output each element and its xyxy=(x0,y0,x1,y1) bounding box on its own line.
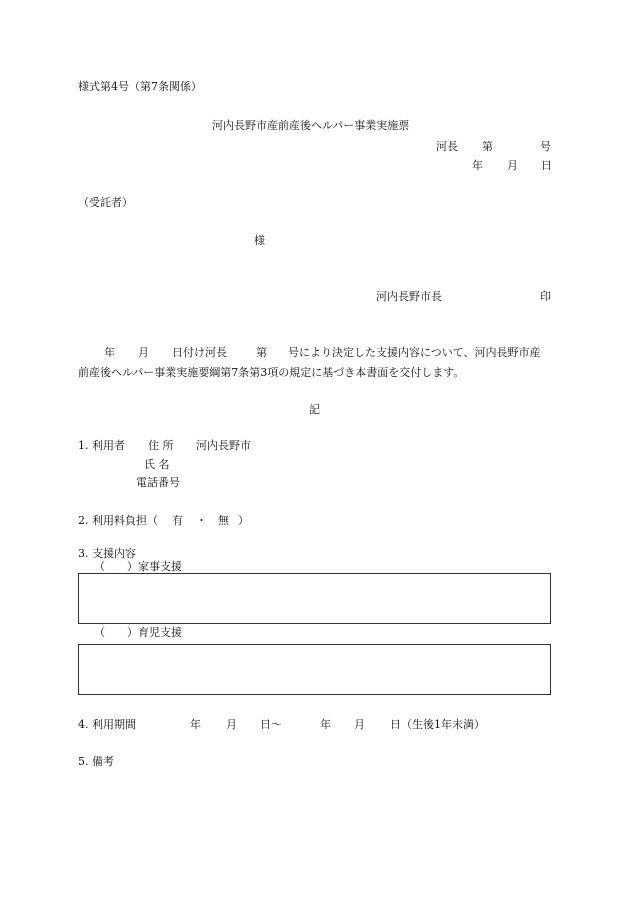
address-label: 住 所 xyxy=(148,439,174,452)
issue-date-month: 月 xyxy=(507,159,518,172)
housework-support-box[interactable] xyxy=(78,573,551,624)
seal-mark: 印 xyxy=(540,290,551,303)
recipient-label: （受託者） xyxy=(78,196,133,209)
form-number: 様式第4号（第7条関係） xyxy=(78,80,202,93)
name-label: 氏 名 xyxy=(144,458,170,471)
period-start-year: 年 xyxy=(190,718,201,731)
period-end-day: 日（生後1年未満） xyxy=(390,718,485,731)
fee-close: ） xyxy=(238,514,249,527)
period-end-month: 月 xyxy=(354,718,365,731)
childcare-support-box[interactable] xyxy=(78,644,551,695)
ki-heading: 記 xyxy=(309,403,320,416)
body-month: 月 xyxy=(138,346,149,359)
issue-date-day: 日 xyxy=(541,159,552,172)
document-title: 河内長野市産前産後ヘルパー事業実施票 xyxy=(212,119,410,132)
period-start-day: 日～ xyxy=(260,718,282,731)
issue-date-year: 年 xyxy=(472,159,483,172)
item2-label: 2. 利用料負担（ xyxy=(78,514,158,527)
doc-number-dai: 第 xyxy=(482,140,493,153)
fee-no: 無 xyxy=(218,514,229,527)
fee-separator: ・ xyxy=(196,514,207,527)
body-line2: 前産後ヘルパー事業実施要綱第7条第3項の規定に基づき本書面を交付します。 xyxy=(78,366,465,379)
phone-label: 電話番号 xyxy=(136,476,180,489)
period-end-year: 年 xyxy=(320,718,331,731)
body-year: 年 xyxy=(104,346,115,359)
item5-label: 5. 備考 xyxy=(78,755,114,768)
fee-yes: 有 xyxy=(172,514,183,527)
doc-number-go: 号 xyxy=(540,140,551,153)
housework-support-label: （ ）家事支援 xyxy=(94,560,182,573)
body-dai: 第 xyxy=(256,346,267,359)
item3-label: 3. 支援内容 xyxy=(78,547,136,560)
item4-label: 4. 利用期間 xyxy=(78,718,136,731)
body-line1-rest: 号により決定した支援内容について、河内長野市産 xyxy=(288,346,541,359)
doc-number-prefix: 河長 xyxy=(436,140,458,153)
issuer-name: 河内長野市長 xyxy=(376,290,442,303)
recipient-sama: 様 xyxy=(254,234,265,247)
address-value: 河内長野市 xyxy=(196,439,251,452)
body-day-ref: 日付け河長 xyxy=(172,346,227,359)
childcare-support-label: （ ）育児支援 xyxy=(94,626,182,639)
item1-label: 1. 利用者 xyxy=(78,439,125,452)
period-start-month: 月 xyxy=(226,718,237,731)
